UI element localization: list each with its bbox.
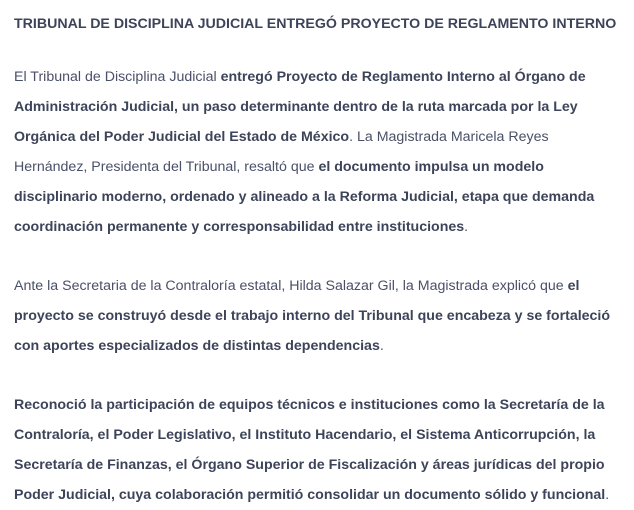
paragraph-bold-text: el proyecto se construyó desde el trabajo interno del Tribunal que encabeza y se fortaleció con aportes especializados de distintas dependencias <box>14 278 611 354</box>
paragraph-bold-text: entregó Proyecto de Reglamento Interno al Órgano de Administración Judicial, un paso determinante dentro de la ruta marcada por la Ley Orgánica del Poder Judicial del Estado de México <box>14 69 586 145</box>
article-paragraph-2 <box>14 271 620 361</box>
article-paragraph-3 <box>14 390 620 510</box>
paragraph-text: Ante la Secretaria de la Contraloría estatal, Hilda Salazar Gil, la Magistrada explicó que <box>14 278 568 294</box>
paragraph-text: . La Magistrada Maricela Reyes Hernández, Presidenta del Tribunal, resaltó que <box>14 129 549 175</box>
article-title: TRIBUNAL DE DISCIPLINA JUDICIAL ENTREGÓ PROYECTO DE REGLAMENTO INTERNO <box>14 16 617 32</box>
paragraph-text: . <box>605 487 610 503</box>
paragraph-text: . <box>379 338 384 354</box>
paragraph-text: El Tribunal de Disciplina Judicial <box>14 69 221 85</box>
paragraph-text: . <box>464 219 469 235</box>
article-paragraph-1 <box>14 62 620 242</box>
paragraph-bold-text: Reconoció la participación de equipos técnicos e instituciones como la Secretaría de la Contraloría, el Poder Legislativo, el Instituto Hacendario, el Sistema Anticorrupción, la Secretaría de Finanzas, el Órgano Superior de Fiscalización y áreas jurídicas del propio Poder Judicial, cuya colaboración permitió consolidar un documento sólido y funcional <box>14 397 606 503</box>
paragraph-bold-text: el documento impulsa un modelo disciplinario moderno, ordenado y alineado a la Reforma Judicial, etapa que demanda coordinación permanente y corresponsabilidad entre instituciones <box>14 159 595 235</box>
